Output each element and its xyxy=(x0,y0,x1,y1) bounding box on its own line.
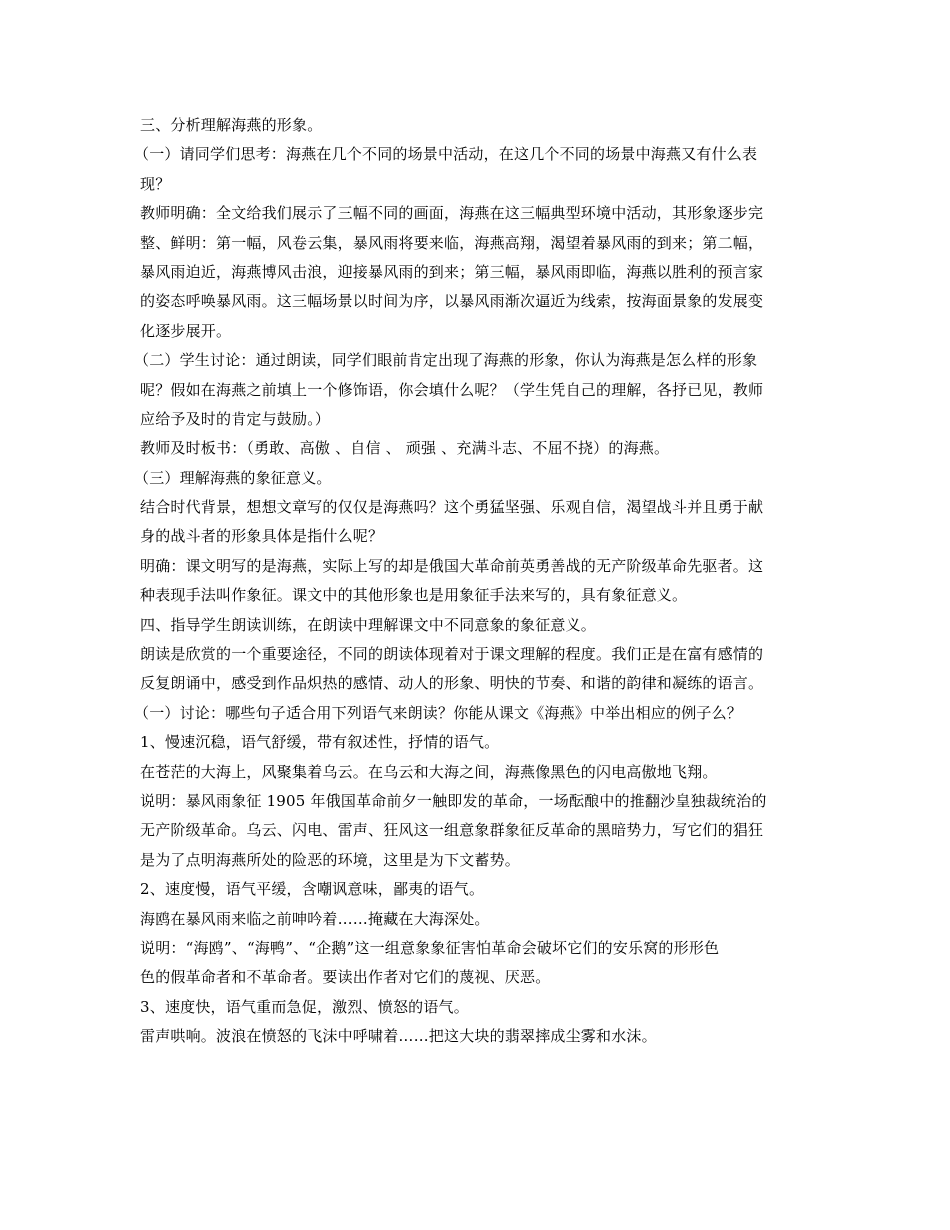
paragraph-line: （三）理解海燕的象征意义。 xyxy=(134,468,332,487)
document-page xyxy=(134,111,810,1052)
paragraph-line: 无产阶级革命。乌云、闪电、雷声、狂风这一组意象群象征反革命的黑暗势力，写它们的猖狂 xyxy=(140,821,764,840)
paragraph-line: 种表现手法叫作象征。课文中的其他形象也是用象征手法来写的，具有象征意义。 xyxy=(140,586,688,605)
paragraph-line: 反复朗诵中，感受到作品炽热的感情、动人的形象、明快的节奏、和谐的韵律和凝练的语言。 xyxy=(140,674,764,693)
paragraph-line: 应给予及时的肯定与鼓励。） xyxy=(140,409,331,428)
paragraph-line: 说明：暴风雨象征 1905 年俄国革命前夕一触即发的革命，一场酝酿中的推翻沙皇独裁统治的 xyxy=(140,791,767,810)
paragraph-line: 明确：课文明写的是海燕，实际上写的却是俄国大革命前英勇善战的无产阶级革命先驱者。这 xyxy=(140,556,764,575)
paragraph-line: 教师及时板书：（勇敢、高傲 、自信 、 顽强 、充满斗志、不屈不挠）的海燕。 xyxy=(140,439,670,458)
paragraph-line: 的姿态呼唤暴风雨。这三幅场景以时间为序，以暴风雨渐次逼近为线索，按海面景象的发展变 xyxy=(140,292,764,311)
paragraph-line: 身的战斗者的形象具体是指什么呢？ xyxy=(140,527,384,546)
paragraph-line: 整、鲜明：第一幅，风卷云集，暴风雨将要来临，海燕高翔，渴望着暴风雨的到来；第二幅， xyxy=(140,233,764,252)
paragraph-line: 朗读是欣赏的一个重要途径，不同的朗读体现着对于课文理解的程度。我们正是在富有感情的 xyxy=(140,645,764,664)
paragraph-line: 化逐步展开。 xyxy=(140,321,232,340)
paragraph-line: 海鸥在暴风雨来临之前呻吟着……掩藏在大海深处。 xyxy=(140,909,490,928)
paragraph-line: 色的假革命者和不革命者。要读出作者对它们的蔑视、厌恶。 xyxy=(140,968,551,987)
paragraph-line: 在苍茫的大海上，风聚集着乌云。在乌云和大海之间，海燕像黑色的闪电高傲地飞翔。 xyxy=(140,762,718,781)
paragraph-line: 暴风雨迫近，海燕博风击浪，迎接暴风雨的到来；第三幅，暴风雨即临，海燕以胜利的预言家 xyxy=(140,262,764,281)
paragraph-line: 2、速度慢，语气平缓，含嘲讽意味，鄙夷的语气。 xyxy=(140,880,485,899)
paragraph-line: 雷声哄响。波浪在愤怒的飞沫中呼啸着……把这大块的翡翠摔成尘雾和水沫。 xyxy=(140,1027,657,1046)
paragraph-line: 说明：“海鸥”、“海鸭”、“企鹅”这一组意象象征害怕革命会破坏它们的安乐窝的形形色 xyxy=(140,938,720,957)
paragraph-line: 1、慢速沉稳，语气舒缓，带有叙述性，抒情的语气。 xyxy=(140,733,500,752)
section-heading-3: 三、分析理解海燕的形象。 xyxy=(140,116,323,134)
paragraph-line: 结合时代背景，想想文章写的仅仅是海燕吗？这个勇猛坚强、乐观自信，渴望战斗并且勇于献 xyxy=(140,498,764,517)
paragraph-line: （二）学生讨论：通过朗读，同学们眼前肯定出现了海燕的形象，你认为海燕是怎么样的形象 xyxy=(134,351,758,370)
paragraph-line: （一）请同学们思考：海燕在几个不同的场景中活动，在这几个不同的场景中海燕又有什么表 xyxy=(134,145,758,164)
paragraph-line: 是为了点明海燕所处的险恶的环境，这里是为下文蓄势。 xyxy=(140,850,521,869)
paragraph-line: 现？ xyxy=(140,174,171,193)
paragraph-line: 3、速度快，语气重而急促，激烈、愤怒的语气。 xyxy=(140,997,469,1016)
paragraph-line: （一）讨论：哪些句子适合用下列语气来朗读？你能从课文《海燕》中举出相应的例子么？ xyxy=(134,703,743,722)
paragraph-line: 呢？假如在海燕之前填上一个修饰语，你会填什么呢？（学生凭自己的理解，各抒已见，教师 xyxy=(140,380,764,399)
paragraph-line: 教师明确：全文给我们展示了三幅不同的画面，海燕在这三幅典型环境中活动，其形象逐步完 xyxy=(140,204,764,223)
section-heading-4: 四、指导学生朗读训练，在朗读中理解课文中不同意象的象征意义。 xyxy=(140,615,597,634)
